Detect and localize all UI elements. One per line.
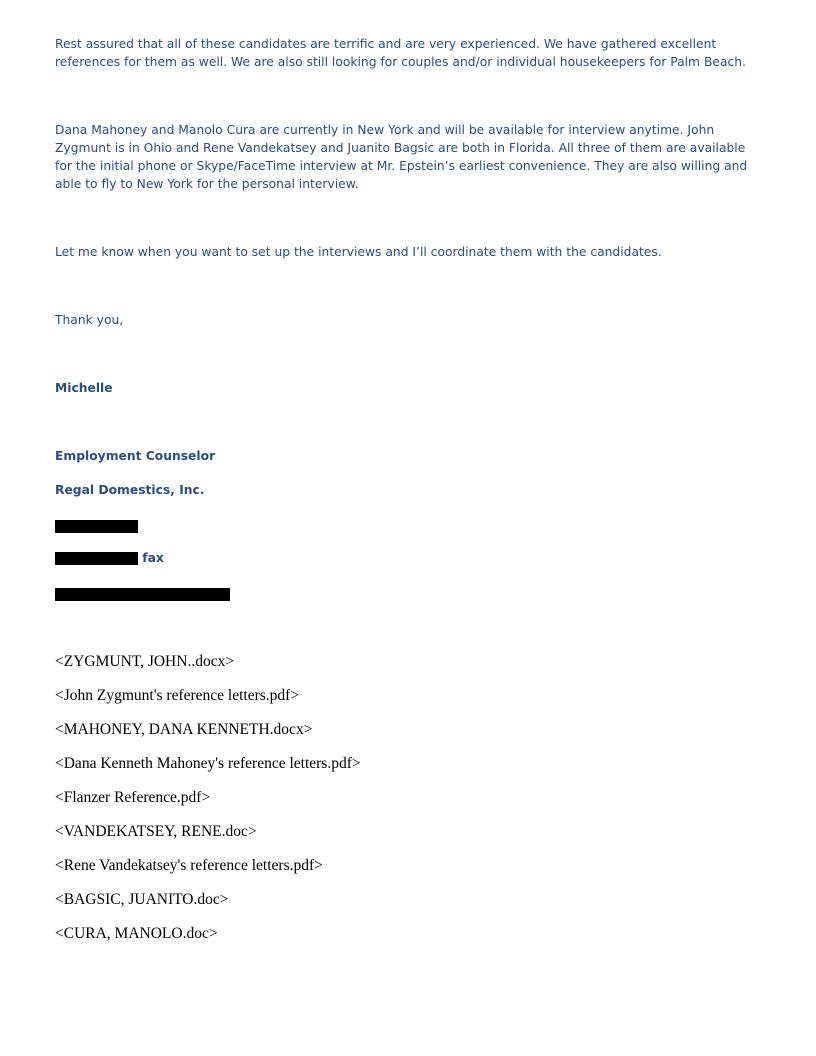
attachment-item[interactable]: <CURA, MANOLO.doc> [55,925,218,942]
body-paragraph-3: Let me know when you want to set up the interviews and I’ll coordinate them with the candidates. [55,245,662,259]
signature-fax-line [55,549,164,567]
attachment-item[interactable]: <BAGSIC, JUANITO.doc> [55,891,229,908]
attachment-item[interactable]: <Flanzer Reference.pdf> [55,789,211,806]
signature-email-line [55,585,230,603]
attachment-item[interactable]: <Dana Kenneth Mahoney's reference letters.pdf> [55,755,361,772]
attachment-item[interactable]: <VANDEKATSEY, RENE.doc> [55,823,257,840]
closing-line: Thank you, [55,313,124,327]
redaction-bar [55,588,230,601]
signature-phone-line [55,517,138,535]
signature-name: Michelle [55,381,113,395]
fax-label: fax [142,551,164,565]
attachment-item[interactable]: <John Zygmunt's reference letters.pdf> [55,687,300,704]
signature-company: Regal Domestics, Inc. [55,483,205,497]
body-paragraph-1: Rest assured that all of these candidates are terrific and are very experienced. We have gathered excellent references for them as well. We are also still looking for couples and/or individual housekeepers for Palm Beach. [55,37,746,69]
attachment-item[interactable]: <Rene Vandekatsey's reference letters.pdf> [55,857,323,874]
attachment-item[interactable]: <MAHONEY, DANA KENNETH.docx> [55,721,313,738]
body-paragraph-2: Dana Mahoney and Manolo Cura are currently in New York and will be available for interview anytime. John Zygmunt is in Ohio and Rene Vandekatsey and Juanito Bagsic are both in Florida. All three of them are available for the initial phone or Skype/FaceTime interview at Mr. Epstein’s earliest convenience. They are also willing and able to fly to New York for the personal interview. [55,123,748,191]
signature-title: Employment Counselor [55,449,216,463]
redaction-bar [55,520,138,533]
redaction-bar [55,552,138,565]
attachment-item[interactable]: <ZYGMUNT, JOHN..docx> [55,653,235,670]
